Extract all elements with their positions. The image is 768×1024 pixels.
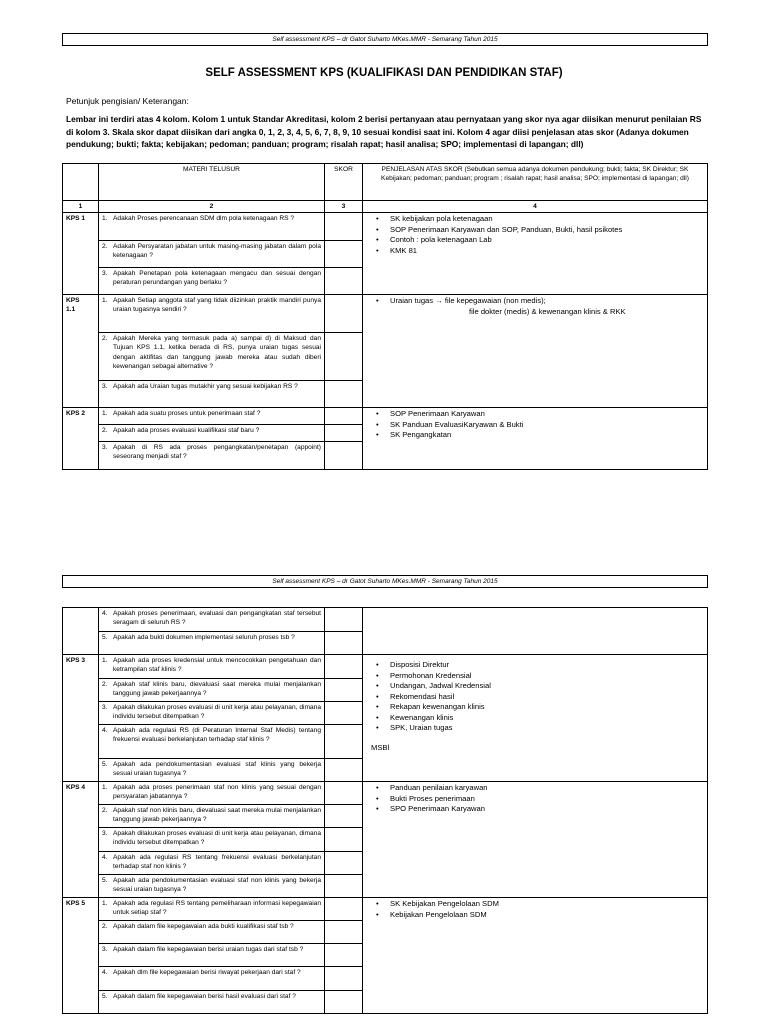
question-text: Apakah ada proses kredensial untuk mencocokkan pengetahuan dan ketrampilan staf klinis ? (113, 657, 321, 674)
score-cell[interactable] (325, 632, 363, 655)
question-number: 3. (102, 704, 108, 711)
question-text: Apakah proses penerimaan, evaluasi dan pengangkatan staf tersebut seragam di seluruh RS ? (113, 610, 321, 627)
question-text: Apakah dilakukan proses evaluasi di unit kerja atau pelayanan, dimana individu tersebut ditempatkan ? (113, 704, 321, 721)
evidence-item: • SK Pengangkatan (366, 430, 704, 441)
question-cell (99, 679, 325, 702)
question-cell (99, 425, 325, 442)
question-text: Apakah staf non klinis baru, dievaluasi saat mereka mulai menjalankan tanggung jawab pekerjaannya ? (113, 807, 321, 824)
score-cell[interactable] (325, 967, 363, 991)
page-header: Self assessment KPS – dr Gatot Suharto MKes.MMR - Semarang Tahun 2015 (62, 575, 708, 588)
question-number: 5. (102, 877, 108, 884)
standard-code-empty (63, 608, 99, 655)
score-cell[interactable] (325, 875, 363, 898)
question-cell (99, 921, 325, 944)
question-text: Apakah dilakukan proses evaluasi di unit kerja atau pelayanan, dimana individu tersebut ditempatkan ? (113, 830, 321, 847)
question-text: Apakah ada regulasi RS (di Peraturan Internal Staf Medis) tentang frekuensi evaluasi berkelanjutan terhadap staf klinis ? (113, 727, 321, 744)
standard-code (63, 295, 99, 408)
instructions-text: Lembar ini terdiri atas 4 kolom. Kolom 1 untuk Standar Akreditasi, kolom 2 berisi pertanyaan atau pernyataan yang skor nya agar diisikan menurut penilaian RS di kolom 3. Skala skor dapat diisikan dari angka 0, 1, 2, 3, 4, 5, 6, 7, 8, 9, 10 sesuai kondisi saat ini. Kolom 4 agar diisi penjelasan atas skor (Adanya dokumen pendukung; bukti; fakta; kebijakan; pedoman; panduan; program; risalah rapat; hasil analisa; SPO; implementasi di lapangan; dll) (66, 114, 702, 149)
standard-code: KPS 2 (63, 408, 99, 470)
question-number: 4. (102, 854, 108, 861)
question-cell (99, 268, 325, 295)
question-cell (99, 632, 325, 655)
question-cell (99, 408, 325, 425)
question-number: 1. (102, 900, 108, 907)
evidence-item: • SK Panduan EvaluasiKaryawan & Bukti (366, 420, 704, 431)
question-text: Apakah ada proses penerimaan staf non klinis yang sesuai dengan persyaratan jabatannya ? (113, 784, 321, 801)
question-cell (99, 875, 325, 898)
score-cell[interactable] (325, 898, 363, 921)
question-cell (99, 805, 325, 828)
evidence-note: MSBl (371, 742, 390, 752)
question-cell (99, 295, 325, 333)
question-text: Adakah Persyaratan jabatan untuk masing-masing jabatan dalam pola ketenagaan ? (113, 243, 321, 260)
question-text: Apakah staf klinis baru, dievaluasi saat mereka mulai menjalankan tanggung jawab pekerjaannya ? (113, 681, 321, 698)
score-cell[interactable] (325, 725, 363, 759)
score-cell[interactable] (325, 381, 363, 408)
evidence-item: • Disposisi Direktur (366, 660, 704, 671)
question-number: 3. (102, 830, 108, 837)
standard-code: KPS 5 (63, 898, 99, 1014)
evidence-item: • SPO Penerimaan Karyawan (366, 804, 704, 815)
score-cell[interactable] (325, 608, 363, 632)
header-materi: MATERI TELUSUR (99, 164, 325, 201)
col-number: 4 (363, 201, 708, 213)
assessment-table-page1 (62, 163, 708, 470)
score-cell[interactable] (325, 944, 363, 967)
score-cell[interactable] (325, 991, 363, 1014)
evidence-cell (363, 608, 708, 655)
evidence-cell (363, 408, 708, 470)
score-cell[interactable] (325, 241, 363, 268)
question-text: Adakah Proses perencanaan SDM dlm pola ketenagaan RS ? (113, 215, 295, 223)
evidence-item: • Undangan, Jadwal Kredensial (366, 681, 704, 692)
question-text: Apakah dalam file kepegawaian berisi uraian tugas dari staf tsb ? (113, 946, 304, 953)
question-number: 3. (102, 383, 108, 391)
question-text: Apakah Setiap anggota staf yang tidak diizinkan praktik mandiri punya uraian tugasnya sendiri ? (113, 297, 321, 314)
evidence-item: • SOP Penerimaan Karyawan dan SOP, Panduan, Bukti, hasil psikotes (366, 225, 704, 236)
evidence-item-continued: file dokter (medis) & kewenangan klinis & RKK (469, 306, 626, 316)
score-cell[interactable] (325, 921, 363, 944)
score-cell[interactable] (325, 442, 363, 470)
question-number: 1. (102, 657, 108, 664)
evidence-item: • Uraian tugas → file kepegawaian (non medis); (366, 296, 704, 307)
header-skor: SKOR (325, 164, 363, 201)
evidence-item: • Permohonan Kredensial (366, 671, 704, 682)
score-cell[interactable] (325, 852, 363, 875)
evidence-item: • Kebijakan Pengelolaan SDM (366, 910, 704, 921)
question-cell (99, 759, 325, 782)
question-number: 4. (102, 727, 108, 734)
question-text: Apakah Penetapan pola ketenagaan mengacu dan sesuai dengan peraturan perundangan yang berlaku ? (113, 270, 321, 287)
question-number: 2. (102, 681, 108, 688)
question-cell (99, 828, 325, 852)
question-number: 2. (102, 427, 108, 435)
question-text: Apakah ada pendokumentasian evaluasi staf klinis yang bekerja sesuai uraian tugasnya ? (113, 761, 321, 778)
evidence-item: • SK kebijakan pola ketenagaan (366, 214, 704, 225)
question-number: 2. (102, 807, 108, 814)
question-text: Apakah dalam file kepegawaian berisi hasil evaluasi dari staf ? (113, 993, 296, 1000)
evidence-item: • KMK 81 (366, 246, 704, 257)
instructions-label: Petunjuk pengisian/ Keterangan: (66, 96, 189, 106)
question-text: Apakah ada pendokumentasian evaluasi staf non klinis yang bekerja sesuai uraian tugasnya ? (113, 877, 321, 894)
evidence-cell (363, 898, 708, 1014)
question-cell (99, 725, 325, 759)
document-title: SELF ASSESSMENT KPS (KUALIFIKASI DAN PENDIDIKAN STAF) (205, 67, 563, 79)
question-cell (99, 213, 325, 241)
standard-code-line2: 1.1 (66, 306, 76, 314)
question-text: Apakah ada Uraian tugas mutakhir yang sesuai kebijakan RS ? (113, 383, 298, 391)
question-cell (99, 381, 325, 408)
question-cell (99, 967, 325, 991)
question-number: 1. (102, 410, 108, 418)
question-number: 3. (102, 946, 108, 953)
question-cell (99, 991, 325, 1014)
evidence-item: • Panduan penilaian karyawan (366, 783, 704, 794)
question-number: 4. (102, 969, 108, 976)
question-text: Apakah dalam file kepegawaian ada bukti kualifikasi staf tsb ? (113, 923, 294, 930)
score-cell[interactable] (325, 702, 363, 725)
question-text: Apakah ada bukti dokumen implementasi seluruh proses tsb ? (113, 634, 295, 641)
score-cell[interactable] (325, 759, 363, 782)
evidence-cell (363, 655, 708, 782)
page-header: Self assessment KPS – dr Gatot Suharto MKes.MMR - Semarang Tahun 2015 (62, 33, 708, 46)
score-cell[interactable] (325, 828, 363, 852)
question-text: Apakah Mereka yang termasuk pada a) sampai d) di Maksud dan Tujuan KPS 1.1, ketika berada di RS, punya uraian tugas sesuai dengan aktifitas dan tanggung jawab mereka atau sudah diberi kewenangan sebagai alternative ? (113, 335, 321, 370)
standard-code-line1: KPS (66, 297, 80, 305)
question-cell (99, 898, 325, 921)
question-number: 1. (102, 297, 108, 305)
score-cell[interactable] (325, 782, 363, 805)
question-cell (99, 852, 325, 875)
standard-code: KPS 1 (63, 213, 99, 295)
score-cell[interactable] (325, 805, 363, 828)
question-cell (99, 442, 325, 470)
question-number: 1. (102, 784, 108, 791)
score-cell[interactable] (325, 333, 363, 381)
header-penjelasan: PENJELASAN ATAS SKOR (Sebutkan semua adanya dokumen pendukung; bukti; fakta; SK Direktur; SK Kebijakan; pedoman; panduan; program ; risalah rapat; hasil analisa; SPO; implementasi di lapangan; dll) (363, 164, 708, 201)
evidence-cell (363, 782, 708, 898)
evidence-item: • SPK, Uraian tugas (366, 723, 704, 734)
evidence-item: • Rekapan kewenangan klinis (366, 702, 704, 713)
assessment-table-page2 (62, 607, 708, 1014)
score-cell[interactable] (325, 295, 363, 333)
question-cell (99, 655, 325, 679)
evidence-cell (363, 213, 708, 295)
question-text: Apakah di RS ada proses pengangkatan/penetapan (appoint) seseorang menjadi staf ? (113, 444, 321, 461)
standard-code: KPS 3 (63, 655, 99, 782)
question-number: 2. (102, 923, 108, 930)
question-cell (99, 333, 325, 381)
evidence-item: • Bukti Proses penerimaan (366, 794, 704, 805)
col-number: 1 (63, 201, 99, 213)
score-cell[interactable] (325, 679, 363, 702)
col-number: 3 (325, 201, 363, 213)
score-cell[interactable] (325, 655, 363, 679)
question-number: 2. (102, 243, 108, 251)
question-cell (99, 944, 325, 967)
question-text: Apakah ada proses evaluasi kualifikasi staf baru ? (113, 427, 260, 435)
question-number: 5. (102, 761, 108, 768)
question-text: Apakah ada regulasi RS tentang pemeliharaan informasi kepegawaian untuk setiap staf ? (113, 900, 321, 917)
question-number: 5. (102, 993, 108, 1000)
question-cell (99, 608, 325, 632)
evidence-item: • Rekomendasi hasil (366, 692, 704, 703)
score-cell[interactable] (325, 408, 363, 425)
evidence-item: • Kewenangan klinis (366, 713, 704, 724)
question-number: 2. (102, 335, 108, 343)
question-text: Apakah dlm file kepegawaian berisi riwayat pekerjaan dari staf ? (113, 969, 301, 976)
score-cell[interactable] (325, 268, 363, 295)
score-cell[interactable] (325, 425, 363, 442)
question-number: 1. (102, 215, 108, 223)
question-text: Apakah ada regulasi RS tentang frekuensi evaluasi berkelanjutan terhadap staf non klinis ? (113, 854, 321, 871)
evidence-cell (363, 295, 708, 408)
standard-code: KPS 4 (63, 782, 99, 898)
question-cell (99, 241, 325, 268)
question-text: Apakah ada suatu proses untuk penerimaan staf ? (113, 410, 261, 418)
col-number: 2 (99, 201, 325, 213)
question-number: 3. (102, 444, 108, 452)
question-cell (99, 702, 325, 725)
score-cell[interactable] (325, 213, 363, 241)
question-number: 5. (102, 634, 108, 641)
evidence-item: • Contoh : pola ketenagaan Lab (366, 235, 704, 246)
question-cell (99, 782, 325, 805)
question-number: 4. (102, 610, 108, 617)
header-col1 (63, 164, 99, 201)
question-number: 3. (102, 270, 108, 278)
evidence-item: • SK Kebijakan Pengelolaan SDM (366, 899, 704, 910)
evidence-item: • SOP Penerimaan Karyawan (366, 409, 704, 420)
